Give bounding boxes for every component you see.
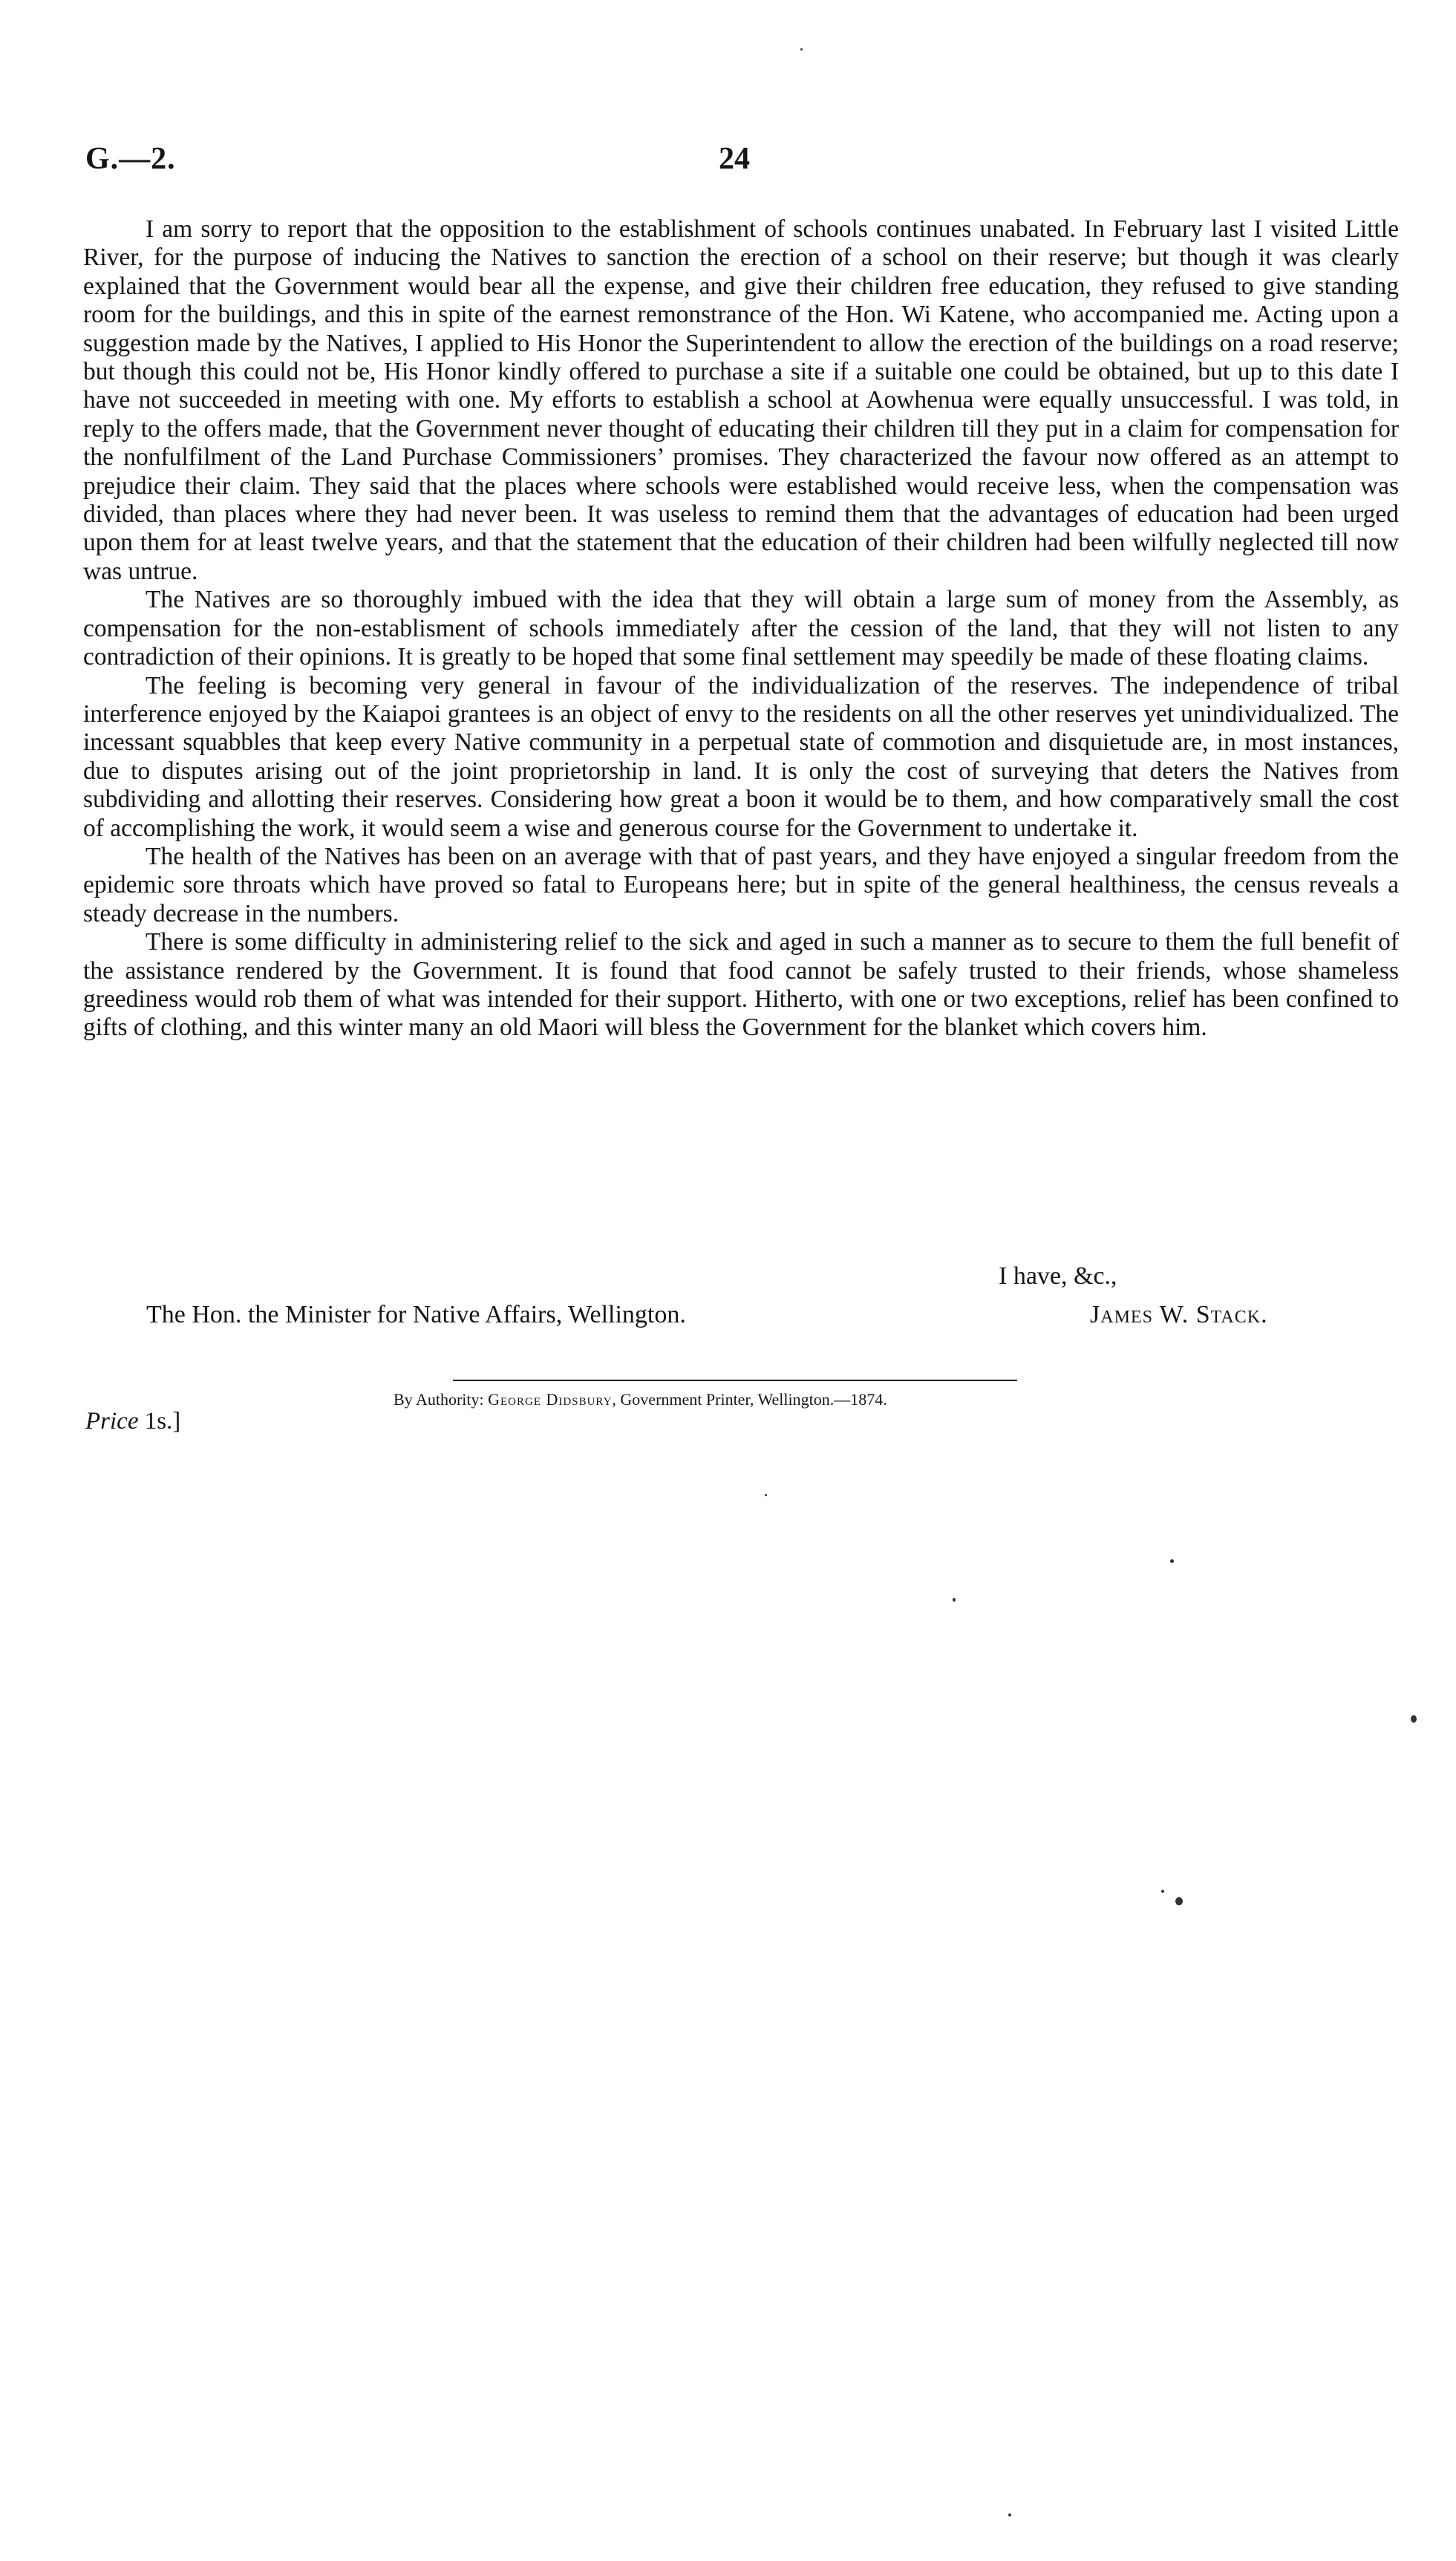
report-body [83, 215, 1399, 1043]
scan-speck [765, 1494, 767, 1496]
letter-closing: I have, &c., [999, 1262, 1117, 1290]
footer-divider [453, 1380, 1017, 1381]
page-number: 24 [719, 142, 750, 176]
paragraph-relief: There is some difficulty in administering relief to the sick and aged in such a manner as to secure to them the full benefit of the assistance rendered by the Government. It is found that food cannot be safely trusted to their friends, whose shameless greediness would rob them of what was intended for their support. Hitherto, with one or two exceptions, relief has been confined to gifts of clothing, and this winter many an old Maori will bless the Government for the blanket which covers him. [83, 928, 1399, 1042]
scan-speck [953, 1598, 956, 1602]
printer-name: George Didsbury [488, 1390, 613, 1409]
imprint-prefix: By Authority: [394, 1390, 484, 1409]
imprint-suffix: , Government Printer, Wellington.—1874. [612, 1390, 887, 1409]
paragraph-schools: I am sorry to report that the opposition to the establishment of schools continues unabated. In February last I visited Little River, for the purpose of inducing the Natives to sanction the erection of a school on their reserve; but though it was clearly explained that the Government would bear all the expense, and give their children free education, they refused to give standing room for the buildings, and this in spite of the earnest remonstrance of the Hon. Wi Katene, who accompanied me. Acting upon a suggestion made by the Natives, I applied to His Honor the Superintendent to allow the erection of the buildings on a road reserve; but though this could not be, His Honor kindly offered to purchase a site if a suitable one could be obtained, but up to this date I have not succeeded in meeting with one. My efforts to establish a school at Aowhenua were equally unsuccessful. I was told, in reply to the offers made, that the Government never thought of educating their children till they put in a claim for compensation for the nonfulfilment of the Land Purchase Commissioners’ promises. They characterized the favour now offered as an attempt to prejudice their claim. They said that the places where schools were established would receive less, when the compensation was divided, than places where they had never been. It was useless to remind them that the advantages of education had been urged upon them for at least twelve years, and that the statement that the education of their children had been wilfully neglected till now was untrue. [83, 215, 1399, 585]
price-value: 1s.] [144, 1408, 181, 1435]
letter-signature: James W. Stack. [1090, 1301, 1268, 1328]
price-note [85, 1408, 180, 1435]
scan-speck [1170, 1559, 1174, 1563]
letter-addressee: The Hon. the Minister for Native Affairs, Wellington. [146, 1301, 686, 1328]
document-reference: G.—2. [85, 142, 176, 176]
printer-imprint [394, 1390, 887, 1409]
scan-speck [1008, 2513, 1011, 2516]
scan-speck [1161, 1890, 1164, 1893]
scan-speck [800, 48, 803, 50]
paragraph-health: The health of the Natives has been on an average with that of past years, and they have enjoyed a singular freedom from the epidemic sore throats which have proved so fatal to Europeans here; but in spite of the general healthiness, the census reveals a steady decrease in the numbers. [83, 842, 1399, 927]
paragraph-individualization: The feeling is becoming very general in favour of the individualization of the reserves. The independence of tribal interference enjoyed by the Kaiapoi grantees is an object of envy to the residents on all the other reserves yet unindividualized. The incessant squabbles that keep every Native community in a perpetual state of commotion and disquietude are, in most instances, due to disputes arising out of the joint proprietorship in land. It is only the cost of surveying that deters the Natives from subdividing and allotting their reserves. Considering how great a boon it would be to them, and how comparatively small the cost of accomplishing the work, it would seem a wise and generous course for the Government to undertake it. [83, 671, 1399, 842]
scan-speck [1175, 1897, 1183, 1905]
scan-speck [1411, 1715, 1417, 1723]
price-label: Price [85, 1408, 139, 1435]
paragraph-compensation: The Natives are so thoroughly imbued with the idea that they will obtain a large sum of money from the Assembly, as compensation for the non-establisment of schools immediately after the cession of the land, that they will not listen to any contradiction of their opinions. It is greatly to be hoped that some final settlement may speedily be made of these floating claims. [83, 586, 1399, 671]
